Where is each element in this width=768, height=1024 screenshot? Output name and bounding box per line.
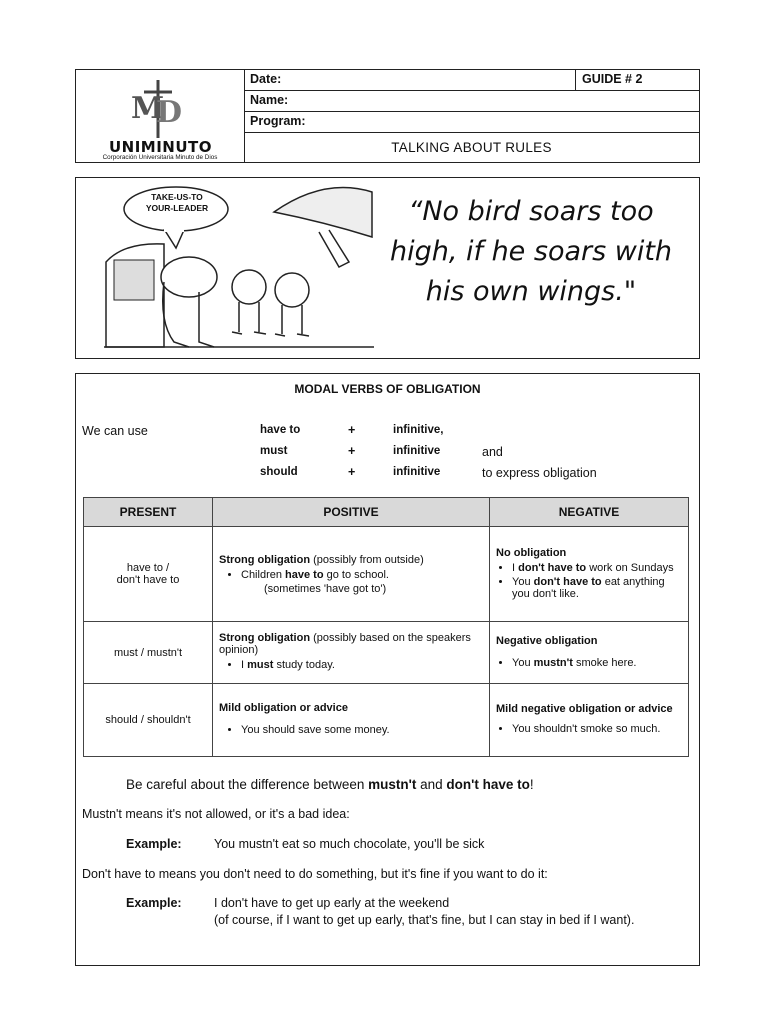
intro-text: We can use [82, 424, 148, 438]
careful-note: Be careful about the difference between mustn't and don't have to! [126, 777, 534, 792]
name-row [244, 91, 699, 112]
negative-title: No obligation [496, 546, 567, 559]
positive-cell [213, 527, 490, 622]
cartoon-caption: TAKE-US-TO YOUR-LEADER [145, 192, 209, 213]
list-item: • I don't have to work on Sundays [512, 562, 682, 574]
positive-cell [213, 684, 490, 757]
date-label: Date: [250, 72, 282, 86]
program-label: Program: [250, 114, 306, 128]
present-text: have to / don't have to [116, 562, 180, 586]
negative-title: Mild negative obligation or advice [496, 703, 673, 715]
date-row [244, 70, 699, 91]
list-item: • Children have to go to school. [241, 569, 483, 581]
present-text: should / shouldn't [105, 714, 191, 726]
positive-aside: (sometimes 'have got to') [264, 582, 387, 595]
quote-box [75, 177, 700, 359]
present-cell [84, 527, 213, 622]
header-positive: POSITIVE [213, 498, 490, 527]
table-row [84, 684, 689, 757]
present-cell [84, 684, 213, 757]
negative-cell [490, 684, 689, 757]
positive-note: (possibly based on the speakers opinion) [219, 632, 471, 656]
positive-note: (possibly from outside) [310, 553, 424, 566]
positive-cell [213, 622, 490, 684]
positive-title: Strong obligation [219, 632, 311, 644]
page-title: TALKING ABOUT RULES [391, 140, 552, 155]
positive-title: Mild obligation or advice [219, 702, 348, 714]
verb-must: must [260, 445, 288, 457]
infinitive-label: infinitive [393, 445, 441, 457]
list-item: • You should save some money. [241, 724, 483, 736]
guide-label: GUIDE # 2 [582, 72, 643, 86]
express-obligation-text: to express obligation [482, 466, 597, 480]
logo-subtext: Corporación Universitaria Minuto de Dios [102, 154, 218, 161]
plus-sign: + [348, 423, 356, 437]
verb-should: should [260, 466, 298, 478]
program-row [244, 112, 699, 133]
svg-text:D: D [156, 95, 183, 130]
mustnt-definition: Mustn't means it's not allowed, or it's a bad idea: [82, 807, 350, 821]
plus-sign: + [348, 444, 356, 458]
example-label: Example: [126, 896, 182, 910]
present-text: must / mustn't [113, 646, 183, 659]
negative-cell [490, 527, 689, 622]
svg-text:M: M [131, 91, 165, 126]
main-content-box [75, 373, 700, 966]
infinitive-label: infinitive, [393, 424, 444, 436]
header-negative: NEGATIVE [490, 498, 689, 527]
list-item: • You mustn't smoke here. [512, 657, 682, 669]
infinitive-label: infinitive [393, 466, 441, 478]
example-label: Example: [126, 837, 182, 851]
present-cell [84, 622, 213, 684]
negative-title: Negative obligation [496, 634, 598, 647]
dont-have-to-definition: Don't have to means you don't need to do something, but it's fine if you want to do it: [82, 867, 548, 881]
list-item: • I must study today. [241, 659, 483, 671]
name-label: Name: [250, 93, 289, 107]
section-title: MODAL VERBS OF OBLIGATION [294, 382, 481, 396]
title-row [244, 133, 699, 162]
quote-text: “No bird soars too high, if he soars with his own wings." [389, 196, 673, 307]
positive-title: Strong obligation [219, 553, 311, 566]
example-1: You mustn't eat so much chocolate, you'll be sick [214, 837, 485, 851]
table-row [84, 527, 689, 622]
header-box [75, 69, 700, 163]
guide-cell [575, 70, 700, 90]
list-item: • You shouldn't smoke so much. [512, 723, 682, 735]
obligation-table [83, 497, 689, 757]
example-2-line-2: (of course, if I want to get up early, that's fine, but I can stay in bed if I want). [214, 913, 635, 927]
verb-have-to: have to [260, 424, 301, 436]
list-item: • You don't have to eat anything you don't like. [512, 576, 682, 600]
and-text: and [482, 445, 503, 459]
negative-cell [490, 622, 689, 684]
example-2-line-1: I don't have to get up early at the weekend [214, 896, 450, 910]
table-header-row [84, 498, 689, 527]
plus-sign: + [348, 465, 356, 479]
logo-text: UNIMINUTO [108, 138, 213, 156]
table-row [84, 622, 689, 684]
header-present: PRESENT [84, 498, 213, 527]
logo-cell [76, 70, 245, 162]
